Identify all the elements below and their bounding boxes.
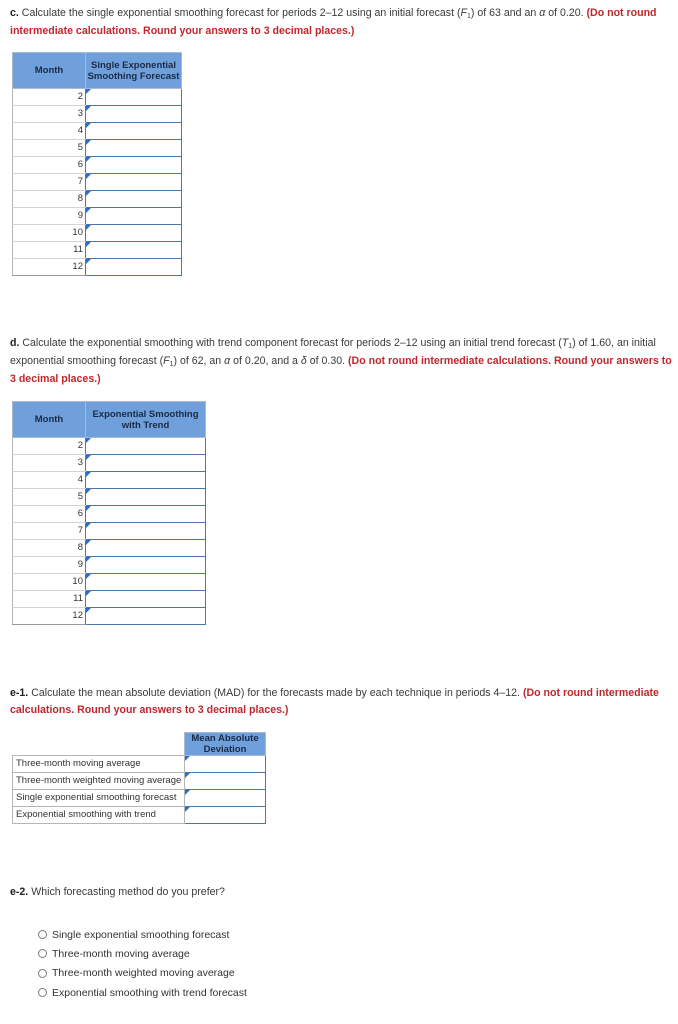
forecast-cell xyxy=(86,208,182,225)
forecast-cell xyxy=(86,472,206,489)
month-cell: 4 xyxy=(13,123,86,140)
forecast-input[interactable] xyxy=(86,541,205,556)
forecast-input[interactable] xyxy=(86,592,205,607)
option-label: Exponential smoothing with trend forecast xyxy=(52,986,247,999)
month-cell: 6 xyxy=(13,506,86,523)
table-row xyxy=(13,225,182,242)
month-cell: 8 xyxy=(13,191,86,208)
mad-input[interactable] xyxy=(185,808,265,823)
table-row xyxy=(13,123,182,140)
forecast-cell xyxy=(86,540,206,557)
table-row xyxy=(13,506,206,523)
forecast-cell xyxy=(86,608,206,625)
forecast-input[interactable] xyxy=(86,124,181,139)
method-label: Three-month weighted moving average xyxy=(13,773,185,790)
month-cell: 9 xyxy=(13,208,86,225)
method-option[interactable] xyxy=(38,944,247,963)
forecast-input[interactable] xyxy=(86,243,181,258)
table-row xyxy=(13,191,182,208)
question-e1-label: e-1. xyxy=(10,687,29,699)
mad-input[interactable] xyxy=(185,774,265,789)
forecast-input[interactable] xyxy=(86,107,181,122)
forecast-input[interactable] xyxy=(86,439,205,454)
table-row xyxy=(13,455,206,472)
month-cell: 10 xyxy=(13,574,86,591)
forecast-input[interactable] xyxy=(86,175,181,190)
month-cell: 2 xyxy=(13,438,86,455)
table-row xyxy=(13,489,206,506)
alpha-symbol: α xyxy=(224,355,231,367)
question-d-text: Calculate the exponential smoothing with trend component forecast for periods 2–12 using an initial trend forecast ( xyxy=(19,337,562,349)
forecast-cell xyxy=(86,438,206,455)
question-e1-text: Calculate the mean absolute deviation (MAD) for the forecasts made by each technique in periods 4–12. xyxy=(28,687,523,699)
var-f: F xyxy=(460,7,467,19)
forecast-cell xyxy=(86,523,206,540)
radio-button[interactable] xyxy=(38,930,47,939)
forecast-cell xyxy=(86,140,182,157)
forecast-input[interactable] xyxy=(86,141,181,156)
question-d-text: of 0.30. xyxy=(306,355,349,367)
forecast-input[interactable] xyxy=(86,609,205,624)
month-cell: 7 xyxy=(13,174,86,191)
mad-table xyxy=(12,732,266,824)
option-label: Single exponential smoothing forecast xyxy=(52,928,230,941)
single-exp-smoothing-table xyxy=(12,52,182,276)
table-row xyxy=(13,242,182,259)
delta-symbol: δ xyxy=(300,355,307,367)
month-cell: 9 xyxy=(13,557,86,574)
question-c-instruction: (Do not round intermediate calculations. Round your answers to 3 decimal places.) xyxy=(10,7,657,37)
method-option[interactable] xyxy=(38,925,247,944)
month-header: Month xyxy=(13,402,86,438)
forecast-cell xyxy=(86,242,182,259)
forecast-cell xyxy=(86,557,206,574)
question-c-label: c. xyxy=(10,7,19,19)
question-d-text: ) of 62, an xyxy=(173,355,225,367)
table-row xyxy=(13,208,182,225)
table-row xyxy=(13,790,266,807)
table-row xyxy=(13,557,206,574)
alpha-symbol: α xyxy=(539,7,546,19)
table-row xyxy=(13,540,206,557)
question-c xyxy=(10,5,672,40)
forecast-cell xyxy=(86,506,206,523)
question-e2-text: Which forecasting method do you prefer? xyxy=(28,886,225,898)
month-cell: 5 xyxy=(13,140,86,157)
question-d xyxy=(10,335,672,388)
table-row xyxy=(13,773,266,790)
forecast-input[interactable] xyxy=(86,158,181,173)
question-e1-instruction: (Do not round intermediate calculations. Round your answers to 3 decimal places.) xyxy=(10,687,659,716)
forecast-cell xyxy=(86,489,206,506)
question-d-label: d. xyxy=(10,337,20,349)
forecast-cell xyxy=(86,259,182,276)
subscript: 1 xyxy=(568,343,573,350)
var-t: T xyxy=(561,337,569,349)
month-cell: 7 xyxy=(13,523,86,540)
table-row xyxy=(13,807,266,824)
question-d-text: of 0.20, and a xyxy=(230,355,301,367)
option-label: Three-month weighted moving average xyxy=(52,967,235,980)
month-cell: 11 xyxy=(13,242,86,259)
table-row xyxy=(13,756,266,773)
question-d-instruction: (Do not round intermediate calculations. Round your answers to 3 decimal places.) xyxy=(10,355,672,385)
subscript: 1 xyxy=(467,13,471,20)
mad-cell xyxy=(185,756,266,773)
forecast-input[interactable] xyxy=(86,456,205,471)
mad-cell xyxy=(185,773,266,790)
month-cell: 2 xyxy=(13,89,86,106)
method-options xyxy=(38,925,247,1002)
method-label: Exponential smoothing with trend xyxy=(13,807,185,824)
forecast-input[interactable] xyxy=(86,558,205,573)
question-e1 xyxy=(10,685,672,719)
forecast-input[interactable] xyxy=(86,226,181,241)
table-row xyxy=(13,591,206,608)
month-cell: 11 xyxy=(13,591,86,608)
forecast-input[interactable] xyxy=(86,524,205,539)
table-row xyxy=(13,157,182,174)
question-c-text: ) of 63 and an xyxy=(470,7,540,19)
method-option[interactable] xyxy=(38,983,247,1002)
forecast-input[interactable] xyxy=(86,490,205,505)
month-cell: 5 xyxy=(13,489,86,506)
month-cell: 4 xyxy=(13,472,86,489)
forecast-input[interactable] xyxy=(86,507,205,522)
radio-button[interactable] xyxy=(38,988,47,997)
table-row xyxy=(13,106,182,123)
table-row xyxy=(13,259,182,276)
month-cell: 3 xyxy=(13,455,86,472)
forecast-cell xyxy=(86,191,182,208)
mad-cell xyxy=(185,807,266,824)
table-row xyxy=(13,438,206,455)
forecast-cell xyxy=(86,106,182,123)
table-row xyxy=(13,140,182,157)
forecast-input[interactable] xyxy=(86,575,205,590)
month-cell: 6 xyxy=(13,157,86,174)
mad-input[interactable] xyxy=(185,757,265,772)
month-cell: 3 xyxy=(13,106,86,123)
subscript: 1 xyxy=(169,361,174,368)
option-label: Three-month moving average xyxy=(52,947,190,960)
exp-smoothing-trend-table xyxy=(12,401,206,625)
table-row xyxy=(13,472,206,489)
month-cell: 12 xyxy=(13,259,86,276)
method-label: Single exponential smoothing forecast xyxy=(13,790,185,807)
forecast-cell xyxy=(86,455,206,472)
month-cell: 12 xyxy=(13,608,86,625)
table-row xyxy=(13,523,206,540)
trend-forecast-header: Exponential Smoothing with Trend xyxy=(86,402,206,438)
forecast-cell xyxy=(86,174,182,191)
radio-button[interactable] xyxy=(38,949,47,958)
month-cell: 8 xyxy=(13,540,86,557)
table-row xyxy=(13,574,206,591)
forecast-cell xyxy=(86,591,206,608)
forecast-cell xyxy=(86,123,182,140)
forecast-cell xyxy=(86,157,182,174)
mad-cell xyxy=(185,790,266,807)
mad-header: Mean Absolute Deviation xyxy=(185,733,266,756)
var-f: F xyxy=(163,355,170,367)
radio-button[interactable] xyxy=(38,969,47,978)
forecast-header: Single Exponential Smoothing Forecast xyxy=(86,53,182,89)
forecast-input[interactable] xyxy=(86,209,181,224)
forecast-input[interactable] xyxy=(86,473,205,488)
question-e2-label: e-2. xyxy=(10,886,29,898)
forecast-cell xyxy=(86,574,206,591)
question-d-text: ) of 1.60, an initial exponential smoothing forecast ( xyxy=(10,337,656,367)
method-label: Three-month moving average xyxy=(13,756,185,773)
question-c-text: of 0.20. xyxy=(545,7,587,19)
question-e2 xyxy=(10,884,672,901)
table-row xyxy=(13,608,206,625)
month-cell: 10 xyxy=(13,225,86,242)
month-header: Month xyxy=(13,53,86,89)
question-c-text: Calculate the single exponential smoothing forecast for periods 2–12 using an initial forecast ( xyxy=(18,7,461,19)
forecast-cell xyxy=(86,89,182,106)
table-row xyxy=(13,89,182,106)
forecast-input[interactable] xyxy=(86,90,181,105)
forecast-cell xyxy=(86,225,182,242)
forecast-input[interactable] xyxy=(86,192,181,207)
method-option[interactable] xyxy=(38,964,247,983)
forecast-input[interactable] xyxy=(86,260,181,275)
mad-header-blank xyxy=(13,733,185,756)
table-row xyxy=(13,174,182,191)
mad-input[interactable] xyxy=(185,791,265,806)
